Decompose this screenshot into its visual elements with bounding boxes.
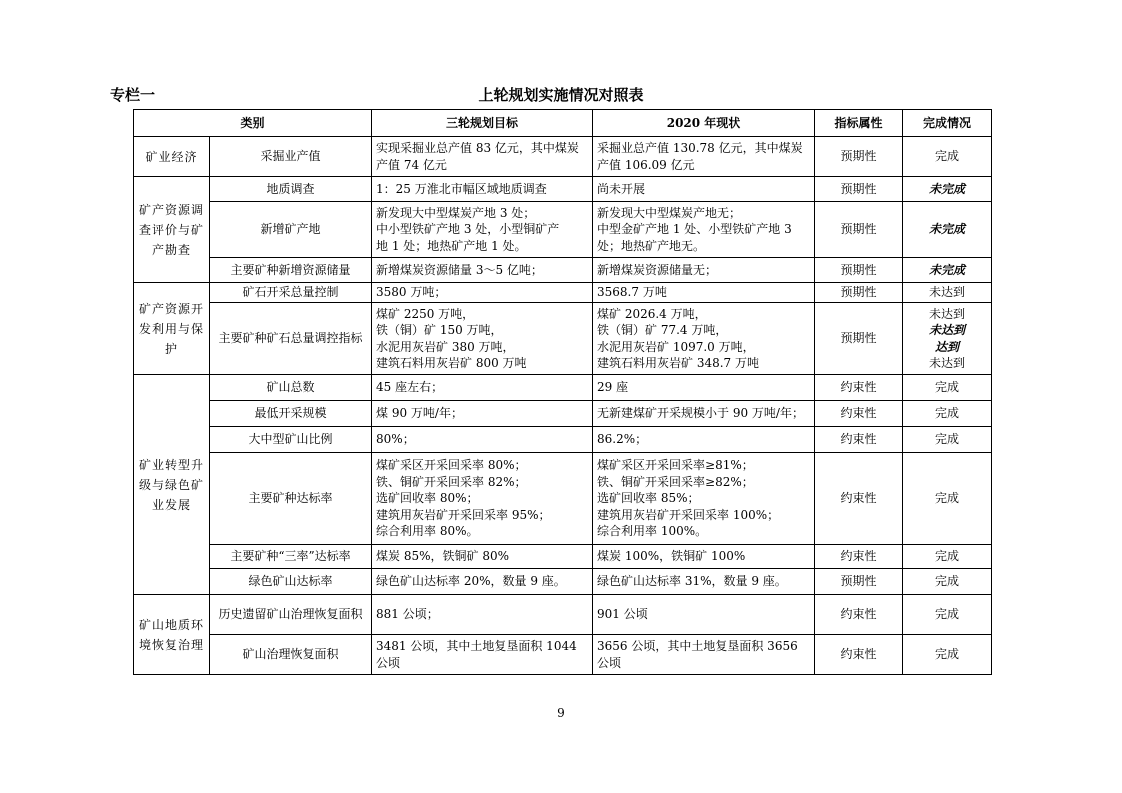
target-line: 建筑用灰岩矿开采回采率 95%； bbox=[376, 507, 551, 522]
result-line: 未达到 bbox=[929, 323, 966, 337]
item-cell: 矿山总数 bbox=[210, 375, 372, 401]
item-cell: 主要矿种达标率 bbox=[210, 453, 372, 545]
status-line: 中型金矿产地 1 处、小型铁矿产地 3 bbox=[597, 222, 792, 237]
header-result: 完成情况 bbox=[903, 110, 992, 137]
target-line: 选矿回收率 80%； bbox=[376, 491, 479, 506]
item-cell: 绿色矿山达标率 bbox=[210, 569, 372, 595]
attribute-cell: 预期性 bbox=[815, 283, 903, 303]
status-cell: 86.2%； bbox=[593, 427, 815, 453]
status-cell: 新增煤炭资源储量无； bbox=[593, 258, 815, 283]
attribute-cell: 约束性 bbox=[815, 375, 903, 401]
item-cell: 主要矿种新增资源储量 bbox=[210, 258, 372, 283]
attribute-cell: 约束性 bbox=[815, 545, 903, 569]
table-row bbox=[134, 303, 992, 375]
table-row bbox=[134, 177, 992, 202]
table-row bbox=[134, 202, 992, 258]
target-cell: 新增煤炭资源储量 3～5 亿吨； bbox=[372, 258, 593, 283]
target-cell: 80%； bbox=[372, 427, 593, 453]
result-cell: 完成 bbox=[903, 635, 992, 675]
table-row bbox=[134, 283, 992, 303]
target-cell: 3580 万吨； bbox=[372, 283, 593, 303]
header-category: 类别 bbox=[134, 110, 372, 137]
status-line: 建筑用灰岩矿开采回采率 100%； bbox=[597, 507, 780, 522]
status-cell: 901 公顷 bbox=[593, 595, 815, 635]
table-row bbox=[134, 427, 992, 453]
target-cell: 3481 公顷，其中土地复垦面积 1044 公顷 bbox=[372, 635, 593, 675]
status-cell: 尚未开展 bbox=[593, 177, 815, 202]
status-cell: 绿色矿山达标率 31%，数量 9 座。 bbox=[593, 569, 815, 595]
target-line: 地 1 处；地热矿产地 1 处。 bbox=[376, 238, 527, 253]
target-cell: 1：25 万淮北市幅区域地质调查 bbox=[372, 177, 593, 202]
category-cell: 矿业转型升级与绿色矿业发展 bbox=[134, 375, 210, 595]
attribute-cell: 预期性 bbox=[815, 258, 903, 283]
status-line: 煤矿 2026.4 万吨， bbox=[597, 306, 707, 321]
result-line: 未达到 bbox=[929, 306, 966, 321]
target-line: 煤矿 2250 万吨， bbox=[376, 306, 475, 321]
target-line: 铁（铜）矿 150 万吨， bbox=[376, 323, 503, 337]
status-cell bbox=[593, 453, 815, 545]
result-cell: 完成 bbox=[903, 453, 992, 545]
result-cell: 完成 bbox=[903, 427, 992, 453]
target-cell bbox=[372, 453, 593, 545]
table-row bbox=[134, 401, 992, 427]
target-line: 建筑石料用灰岩矿 800 万吨 bbox=[376, 356, 527, 370]
target-cell: 45 座左右； bbox=[372, 375, 593, 401]
item-cell: 历史遗留矿山治理恢复面积 bbox=[210, 595, 372, 635]
status-line: 综合利用率 100%。 bbox=[597, 524, 708, 539]
target-line: 铁、铜矿开采回采率 82%； bbox=[376, 474, 527, 489]
result-cell: 未完成 bbox=[903, 202, 992, 258]
table-row bbox=[134, 137, 992, 177]
table-row bbox=[134, 635, 992, 675]
target-line: 水泥用灰岩矿 380 万吨， bbox=[376, 339, 515, 354]
status-cell: 3568.7 万吨 bbox=[593, 283, 815, 303]
page-number: 9 bbox=[557, 706, 565, 720]
target-line: 综合利用率 80%。 bbox=[376, 524, 479, 539]
item-cell: 地质调查 bbox=[210, 177, 372, 202]
status-line: 煤矿采区开采回采率≥81%； bbox=[597, 458, 754, 473]
table-row bbox=[134, 569, 992, 595]
result-cell: 未达到 bbox=[903, 283, 992, 303]
header-status: 2020 年现状 bbox=[593, 110, 815, 137]
result-cell: 完成 bbox=[903, 375, 992, 401]
result-cell: 完成 bbox=[903, 569, 992, 595]
header-target: 三轮规划目标 bbox=[372, 110, 593, 137]
header-attribute: 指标属性 bbox=[815, 110, 903, 137]
category-cell: 矿山地质环境恢复治理 bbox=[134, 595, 210, 675]
attribute-cell: 约束性 bbox=[815, 401, 903, 427]
item-cell: 矿山治理恢复面积 bbox=[210, 635, 372, 675]
table-row bbox=[134, 545, 992, 569]
item-cell: 最低开采规模 bbox=[210, 401, 372, 427]
attribute-cell: 预期性 bbox=[815, 569, 903, 595]
attribute-cell: 约束性 bbox=[815, 427, 903, 453]
target-cell: 绿色矿山达标率 20%，数量 9 座。 bbox=[372, 569, 593, 595]
target-line: 中小型铁矿产地 3 处，小型铜矿产 bbox=[376, 222, 560, 237]
attribute-cell: 预期性 bbox=[815, 177, 903, 202]
target-cell: 881 公顷； bbox=[372, 595, 593, 635]
item-cell: 主要矿种“三率”达标率 bbox=[210, 545, 372, 569]
result-cell: 完成 bbox=[903, 545, 992, 569]
category-cell: 矿产资源开发利用与保护 bbox=[134, 283, 210, 375]
status-cell bbox=[593, 303, 815, 375]
target-line: 新发现大中型煤炭产地 3 处； bbox=[376, 205, 536, 220]
status-line: 新发现大中型煤炭产地无； bbox=[597, 205, 742, 220]
result-cell: 完成 bbox=[903, 137, 992, 177]
result-cell: 完成 bbox=[903, 595, 992, 635]
attribute-cell: 约束性 bbox=[815, 595, 903, 635]
result-cell: 完成 bbox=[903, 401, 992, 427]
attribute-cell: 预期性 bbox=[815, 202, 903, 258]
table-row bbox=[134, 595, 992, 635]
status-cell: 采掘业总产值 130.78 亿元，其中煤炭产值 106.09 亿元 bbox=[593, 137, 815, 177]
attribute-cell: 预期性 bbox=[815, 137, 903, 177]
status-line: 铁、铜矿开采回采率≥82%； bbox=[597, 474, 754, 489]
status-line: 建筑石料用灰岩矿 348.7 万吨 bbox=[597, 356, 759, 370]
target-cell: 煤 90 万吨/年； bbox=[372, 401, 593, 427]
result-line: 未达到 bbox=[929, 356, 966, 370]
target-cell bbox=[372, 202, 593, 258]
item-cell: 大中型矿山比例 bbox=[210, 427, 372, 453]
target-cell: 煤炭 85%，铁铜矿 80% bbox=[372, 545, 593, 569]
status-line: 选矿回收率 85%； bbox=[597, 491, 700, 506]
category-cell: 矿业经济 bbox=[134, 137, 210, 177]
comparison-table bbox=[133, 109, 992, 675]
status-line: 处；地热矿产地无。 bbox=[597, 238, 706, 253]
item-cell: 采掘业产值 bbox=[210, 137, 372, 177]
target-line: 煤矿采区开采回采率 80%； bbox=[376, 458, 527, 473]
category-cell: 矿产资源调查评价与矿产勘查 bbox=[134, 177, 210, 283]
item-cell: 主要矿种矿石总量调控指标 bbox=[210, 303, 372, 375]
status-cell: 无新建煤矿开采规模小于 90 万吨/年； bbox=[593, 401, 815, 427]
target-cell: 实现采掘业总产值 83 亿元，其中煤炭产值 74 亿元 bbox=[372, 137, 593, 177]
table-row bbox=[134, 258, 992, 283]
table-header-row bbox=[134, 110, 992, 137]
status-line: 水泥用灰岩矿 1097.0 万吨， bbox=[597, 339, 755, 354]
item-cell: 矿石开采总量控制 bbox=[210, 283, 372, 303]
table-row bbox=[134, 375, 992, 401]
item-cell: 新增矿产地 bbox=[210, 202, 372, 258]
attribute-cell: 预期性 bbox=[815, 303, 903, 375]
status-cell: 煤炭 100%，铁铜矿 100% bbox=[593, 545, 815, 569]
table-row bbox=[134, 453, 992, 545]
target-cell bbox=[372, 303, 593, 375]
attribute-cell: 约束性 bbox=[815, 635, 903, 675]
status-cell: 29 座 bbox=[593, 375, 815, 401]
attribute-cell: 约束性 bbox=[815, 453, 903, 545]
result-line: 达到 bbox=[935, 339, 960, 354]
result-cell bbox=[903, 303, 992, 375]
result-cell: 未完成 bbox=[903, 258, 992, 283]
status-line: 铁（铜）矿 77.4 万吨， bbox=[597, 323, 728, 337]
status-cell bbox=[593, 202, 815, 258]
status-cell: 3656 公顷，其中土地复垦面积 3656 公顷 bbox=[593, 635, 815, 675]
result-cell: 未完成 bbox=[903, 177, 992, 202]
table-title: 上轮规划实施情况对照表 bbox=[478, 86, 644, 104]
column-label: 专栏一 bbox=[110, 86, 156, 104]
